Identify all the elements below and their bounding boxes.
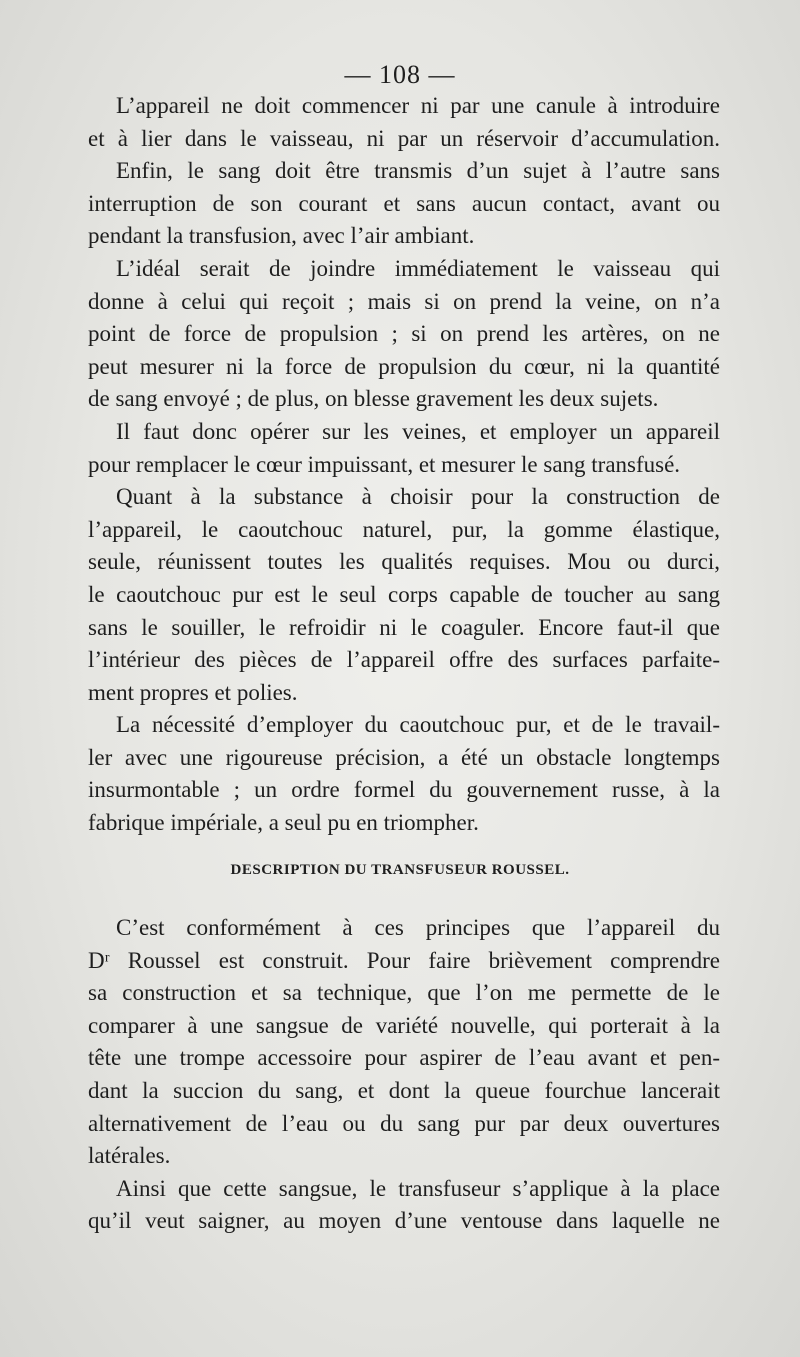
text-line: Enfin, le sang doit être transmis d’un sujet à l’autre sans (116, 158, 720, 184)
text-line: La nécessité d’employer du caoutchouc pur, et de le travail- (116, 712, 720, 738)
text-line: donne à celui qui reçoit ; mais si on prend la veine, on n’a (88, 288, 720, 314)
text-line: le caoutchouc pur est le seul corps capable de toucher au sang (88, 581, 720, 607)
text-line: comparer à une sangsue de variété nouvelle, qui porterait à la (88, 1012, 720, 1038)
text-line: alternativement de l’eau ou du sang pur par deux ouvertures (88, 1110, 720, 1136)
text-line: l’intérieur des pièces de l’appareil offre des surfaces parfaite- (88, 647, 720, 673)
text-line: ler avec une rigoureuse précision, a été un obstacle longtemps (88, 744, 720, 770)
text-line: point de force de propulsion ; si on prend les artères, on ne (88, 321, 720, 347)
text-line: tête une trompe accessoire pour aspirer de l’eau avant et pen- (88, 1045, 720, 1071)
text-line: Quant à la substance à choisir pour la construction de (116, 484, 720, 510)
text-line: pour remplacer le cœur impuissant, et mesurer le sang transfusé. (88, 451, 681, 477)
text-line: pendant la transfusion, avec l’air ambiant. (88, 223, 475, 249)
body-text-block-2 (88, 912, 720, 1238)
text-line: ment propres et polies. (88, 679, 298, 705)
text-line: Ainsi que cette sangsue, le transfuseur s’applique à la place (116, 1175, 720, 1201)
text-line: Dʳ Roussel est construit. Pour faire brièvement comprendre (88, 947, 720, 973)
text-line: insurmontable ; un ordre formel du gouvernement russe, à la (88, 777, 720, 803)
text-line: peut mesurer ni la force de propulsion du cœur, ni la quantité (88, 353, 720, 379)
text-line: fabrique impériale, a seul pu en triompher. (88, 810, 479, 836)
text-line: interruption de son courant et sans aucun contact, avant ou (88, 190, 720, 216)
text-line: Il faut donc opérer sur les veines, et employer un appareil (116, 418, 720, 444)
section-heading: DESCRIPTION DU TRANSFUSEUR ROUSSEL. (230, 862, 570, 878)
text-line: qu’il veut saigner, au moyen d’une ventouse dans laquelle ne (88, 1208, 720, 1234)
text-line: l’appareil, le caoutchouc naturel, pur, la gomme élastique, (88, 516, 720, 542)
text-line: L’appareil ne doit commencer ni par une canule à introduire (116, 93, 720, 118)
body-text-block (88, 90, 720, 840)
text-line: L’idéal serait de joindre immédiatement le vaisseau qui (116, 255, 720, 281)
text-line: latérales. (88, 1143, 171, 1169)
text-line: dant la succion du sang, et dont la queue fourchue lancerait (88, 1077, 720, 1103)
text-line: sans le souiller, le refroidir ni le coaguler. Encore faut-il que (88, 614, 720, 640)
text-line: C’est conformément à ces principes que l’appareil du (116, 915, 720, 940)
text-line: seule, réunissent toutes les qualités requises. Mou ou durci, (88, 549, 720, 575)
text-line: et à lier dans le vaisseau, ni par un réservoir d’accumulation. (88, 125, 720, 151)
page-number: — 108 — (344, 60, 456, 89)
text-line: de sang envoyé ; de plus, on blesse gravement les deux sujets. (88, 386, 659, 412)
text-line: sa construction et sa technique, que l’on me permette de le (88, 980, 720, 1006)
